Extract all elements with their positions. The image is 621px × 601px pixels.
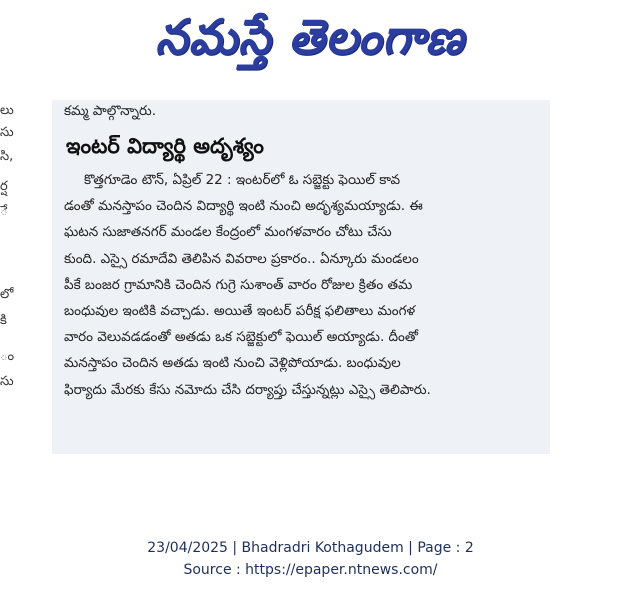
previous-article-tail: కమ్మ పాల్గొన్నారు. bbox=[64, 103, 157, 119]
fragment: కి bbox=[0, 313, 7, 328]
body-line: మనస్తాపం చెందిన అతడు ఇంటి నుంచి వెళ్లిపోయాడు. బంధువుల bbox=[64, 355, 401, 372]
body-line: కొత్తగూడెం టౌన్, ఏప్రిల్ 22 : ఇంటర్‌లో ఓ సబ్జెక్టు ఫెయిల్ కావ bbox=[84, 172, 401, 188]
article bbox=[64, 100, 540, 403]
body-line: కుంది. ఎస్సై రమాదేవి తెలిపిన వివరాల ప్రకారం.. ఏన్కూరు మండలం bbox=[64, 250, 419, 267]
fragment: ర్ష bbox=[0, 179, 8, 194]
body-line: డంతో మనస్తాపం చెందిన విద్యార్థి ఇంటి నుంచి అదృశ్యమయ్యాడు. ఈ bbox=[64, 198, 423, 215]
footer-date-edition: 23/04/2025 | Bhadradri Kothagudem | Page : 2 bbox=[147, 540, 474, 556]
footer-source[interactable]: Source : https://epaper.ntnews.com/ bbox=[183, 562, 438, 578]
fragment: సు bbox=[0, 374, 14, 389]
fragment: లో bbox=[0, 287, 14, 302]
body-line: ఫిర్యాదు మేరకు కేసు నమోదు చేసి దర్యాప్తు చేస్తున్నట్లు ఎస్సై తెలిపారు. bbox=[64, 381, 431, 398]
adjacent-column-fragments bbox=[0, 100, 14, 400]
fragment: ం bbox=[0, 349, 14, 364]
article-headline: ఇంటర్ విద్యార్థి అదృశ్యం bbox=[66, 134, 264, 158]
fragment: లు bbox=[0, 103, 14, 118]
fragment: ే bbox=[0, 204, 8, 219]
body-line: పీకే బంజర గ్రామానికి చెందిన గుగ్రె సుశాంత్ వారం రోజుల క్రితం తమ bbox=[64, 276, 413, 293]
masthead-title: నమస్తే తెలంగాణ bbox=[155, 8, 465, 66]
body-line: బంధువుల ఇంటికి వచ్చాడు. అయితే ఇంటర్ పరీక్ష ఫలితాలు మంగళ bbox=[64, 303, 416, 320]
body-line: ఘటన సుజాతనగర్ మండల కేంద్రంలో మంగళవారం చోటు చేసు bbox=[64, 224, 392, 241]
fragment: సి, bbox=[0, 149, 14, 164]
fragment: సు bbox=[0, 125, 14, 140]
newspaper-masthead bbox=[100, 8, 520, 78]
body-line: వారం వెలువడడంతో అతడు ఒక సబ్జెక్టులో ఫెయిల్ అయ్యాడు. దీంతో bbox=[64, 329, 419, 346]
article-body bbox=[64, 167, 540, 403]
news-clipping bbox=[52, 100, 550, 454]
